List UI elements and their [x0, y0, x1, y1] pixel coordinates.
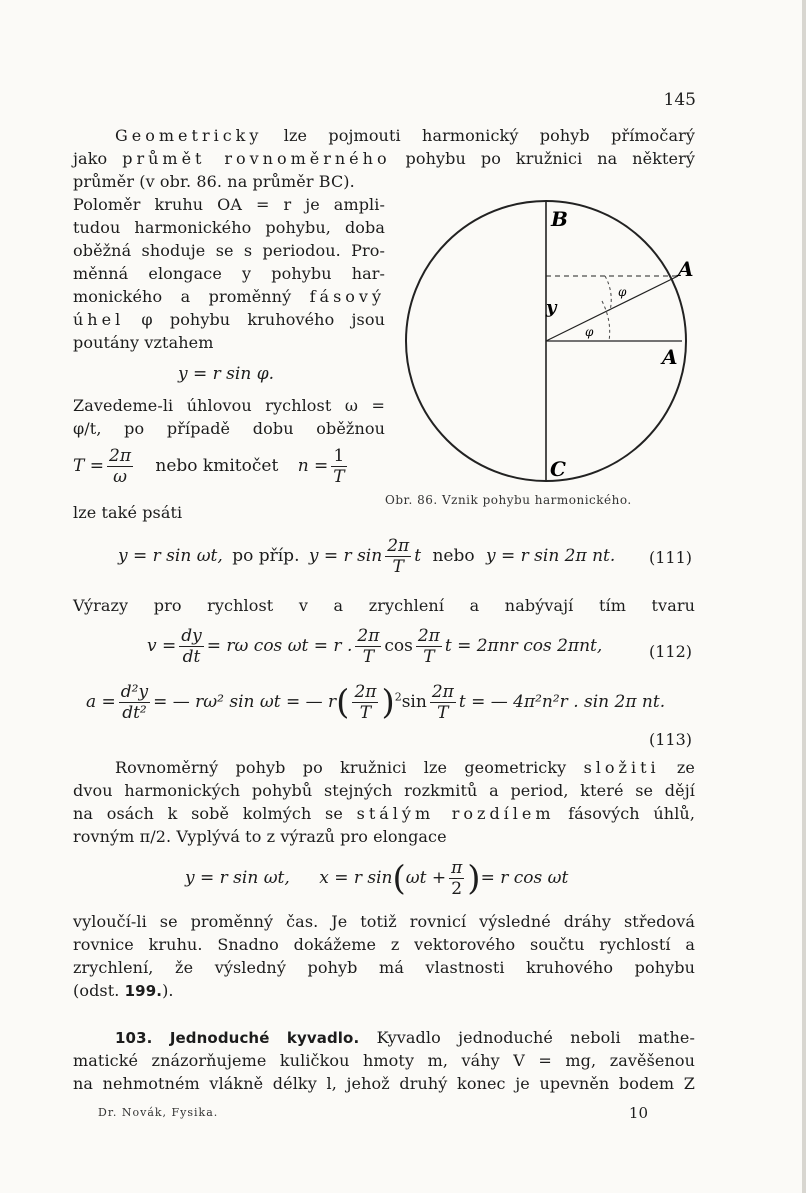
- text-line: dvou harmonických pohybů stejných rozkmitů a period, které se dějí: [73, 781, 695, 800]
- equation-label: (112): [649, 642, 693, 661]
- label-B: B: [551, 207, 568, 231]
- spaced-word: stálým rozdílem: [356, 804, 555, 823]
- fraction: $\frac{2\pi}{T}$: [387, 536, 410, 577]
- fraction: $\frac{\text{d²y}}{\text{dt²}}$: [120, 682, 149, 723]
- text-line: monického a proměnný fásový: [73, 287, 385, 306]
- fraction: $\frac{2\pi}{\omega}$: [109, 446, 131, 487]
- angle-arc-upper: [605, 276, 611, 311]
- text-line: (odst. 199.).: [73, 981, 174, 1000]
- fraction: $\frac{\pi}{2}$: [451, 858, 463, 899]
- equation-113: a = $\frac{\text{d²y}}{\text{dt²}}$ = — rω² sin ωt = — r( $\frac{2\pi}{T}$ )$^2$sin $\frac{2\pi}{T}$ t = — 4π²n²r . sin 2π nt.: [86, 682, 666, 723]
- text-line: φ/t, po případě dobu oběžnou: [73, 419, 385, 438]
- footer-author: Dr. Novák, Fysika.: [98, 1106, 219, 1119]
- fraction: $\frac{2\pi}{T}$: [354, 682, 377, 723]
- label-A: A: [662, 345, 678, 369]
- text-line: Rovnoměrný pohyb po kružnici lze geometricky složiti ze: [115, 758, 696, 777]
- page-edge: [802, 0, 806, 1193]
- label-C: C: [550, 457, 566, 481]
- equation-label: (111): [649, 548, 693, 567]
- text-line: Poloměr kruhu OA = r je ampli-: [73, 195, 385, 214]
- spaced-word: Geometricky: [115, 126, 263, 145]
- label-phi-lower: φ: [585, 325, 594, 339]
- text-line: úhel φ pohybu kruhového jsou: [73, 310, 385, 329]
- equation-period: T = $\frac{2\pi}{\omega}$ nebo kmitočet n = $\frac{1}{T}$: [73, 446, 345, 487]
- footer-signature: 10: [628, 1104, 648, 1122]
- spaced-word: fásový: [309, 287, 385, 306]
- text-line: oběžná shoduje se s periodou. Pro-: [73, 241, 385, 260]
- radius-rotated: [546, 276, 678, 341]
- figure-86: [396, 196, 706, 492]
- text-line: na nehmotném vlákně délky l, jehož druhý konec je upevněn bodem Z: [73, 1074, 695, 1093]
- text-line: zrychlení, že výsledný pohyb má vlastnosti kruhového pohybu: [73, 958, 695, 977]
- equation-label: (113): [649, 730, 693, 749]
- fraction: $\frac{2\pi}{T}$: [431, 682, 454, 723]
- label-y: y: [546, 297, 557, 318]
- text-line: vyloučí-li se proměnný čas. Je totiž rovnicí výsledné dráhy středová: [73, 912, 695, 931]
- equation-112: v = $\frac{dy}{dt}$ = rω cos ωt = r . $\frac{2\pi}{T}$ cos $\frac{2\pi}{T}$ t = 2πnr cos 2πnt,: [147, 626, 603, 667]
- text-line: jako průmět rovnoměrného pohybu po kružnici na některý: [73, 149, 696, 168]
- label-phi-upper: φ: [618, 285, 627, 299]
- text-line: lze také psáti: [73, 503, 183, 522]
- spaced-word: složiti: [583, 758, 660, 777]
- fraction: $\frac{1}{T}$: [333, 446, 345, 487]
- fraction: $\frac{2\pi}{T}$: [357, 626, 380, 667]
- text-line: matické znázorňujeme kuličkou hmoty m, váhy V = mg, zavěšenou: [73, 1051, 695, 1070]
- text-line: Zavedeme-li úhlovou rychlost ω =: [73, 396, 385, 415]
- page-number: 145: [663, 90, 696, 110]
- text-line: na osách k sobě kolmých se stálým rozdílem fásových úhlů,: [73, 804, 696, 823]
- section-heading-line: 103. Jednoduché kyvadlo. Kyvadlo jednoduché neboli mathe-: [115, 1028, 696, 1047]
- equation-y: y = r sin φ.: [178, 364, 275, 384]
- label-A-rotated: A: [678, 257, 694, 281]
- equation-111: y = r sin ωt, po příp. y = r sin $\frac{2\pi}{T}$ t nebo y = r sin 2π nt.: [118, 536, 616, 577]
- text-line: průměr (v obr. 86. na průměr BC).: [73, 172, 355, 191]
- spaced-word: úhel: [73, 310, 125, 329]
- angle-arc: [602, 301, 610, 341]
- text-line: měnná elongace y pohybu har-: [73, 264, 385, 283]
- section-heading: 103. Jednoduché kyvadlo.: [115, 1029, 360, 1047]
- equation-xy: y = r sin ωt, x = r sin(ωt + $\frac{\pi}{2}$ )= r cos ωt: [185, 858, 569, 899]
- figure-caption: Obr. 86. Vznik pohybu harmonického.: [385, 493, 632, 507]
- text-line: poutány vztahem: [73, 333, 214, 352]
- text-line: rovnice kruhu. Snadno dokážeme z vektorového součtu rychlostí a: [73, 935, 695, 954]
- text-line: Geometricky lze pojmouti harmonický pohyb přímočarý: [115, 126, 695, 145]
- spaced-word: průmět rovnoměrného: [122, 149, 391, 168]
- text-line: rovným π/2. Vyplývá to z výrazů pro elongace: [73, 827, 447, 846]
- text-line: tudou harmonického pohybu, doba: [73, 218, 385, 237]
- fraction: $\frac{2\pi}{T}$: [417, 626, 440, 667]
- text-line: Výrazy pro rychlost v a zrychlení a nabývají tím tvaru: [73, 596, 695, 615]
- fraction: $\frac{dy}{dt}$: [181, 626, 202, 667]
